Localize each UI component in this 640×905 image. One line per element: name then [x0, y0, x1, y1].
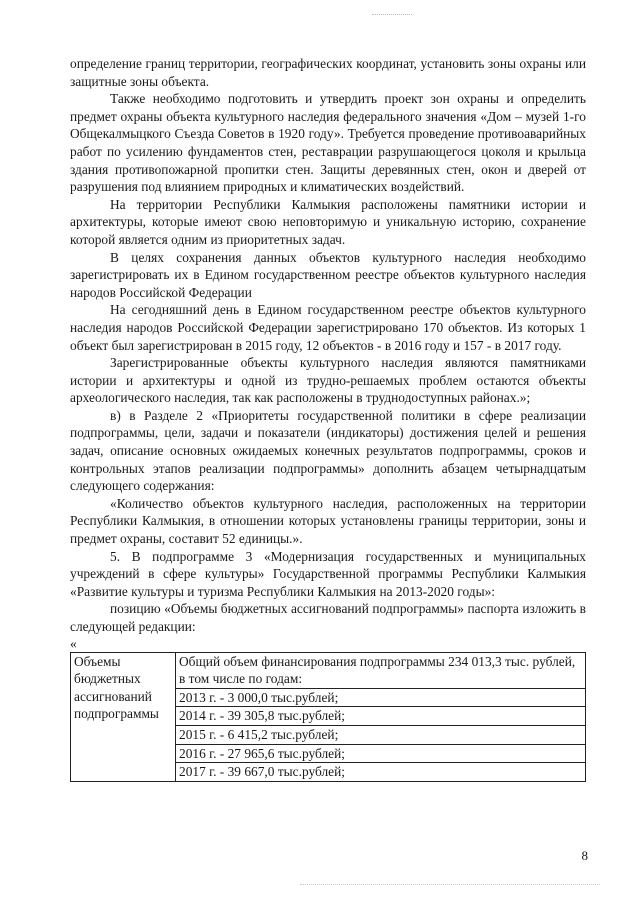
scan-artifact-top — [372, 14, 412, 21]
table-line: 2016 г. - 27 965,6 тыс.рублей; — [176, 744, 585, 763]
paragraph-9: 5. В подпрограмме 3 «Модернизация государственных и муниципальных учреждений в сфере культуры» Государственной программы Республики Калмыкия «Развитие культуры и туризма Республики Калмыкия на 2013-2020 годы»: — [70, 548, 586, 599]
quote-open-mark: « — [70, 635, 77, 651]
table-label-cell: Объемы бюджетных ассигнований подпрограммы — [71, 652, 176, 781]
paragraph-6: Зарегистрированные объекты культурного наследия являются памятниками истории и архитектуры и одной из трудно-решаемых проблем остаются объекты археологического наследия, так как расположены в труднодоступных районах.»; — [70, 355, 586, 406]
table-value-cell — [176, 652, 586, 781]
table-line: 2013 г. - 3 000,0 тыс.рублей; — [176, 688, 585, 707]
table-line: 2015 г. - 6 415,2 тыс.рублей; — [176, 725, 585, 744]
scan-artifact-bottom — [300, 884, 600, 889]
table-line: Общий объем финансирования подпрограммы 234 013,3 тыс. рублей, в том числе по годам: — [179, 653, 576, 687]
paragraph-4: В целях сохранения данных объектов культурного наследия необходимо зарегистрировать их в Едином государственном реестре объектов культурного наследия народов Российской Федерации — [70, 249, 586, 300]
page-number: 8 — [581, 848, 588, 863]
financing-table — [70, 652, 586, 782]
paragraph-3: На территории Республики Калмыкия расположены памятники истории и архитектуры, которые имеют свою неповторимую и уникальную историю, сохранение которой является одним из приоритетных задач. — [70, 196, 586, 247]
table-line: 2014 г. - 39 305,8 тыс.рублей; — [176, 706, 585, 725]
paragraph-10: позицию «Объемы бюджетных ассигнований подпрограммы» паспорта изложить в следующей редакции: — [70, 601, 586, 634]
paragraph-2: Также необходимо подготовить и утвердить проект зон охраны и определить предмет охраны объекта культурного наследия федерального значения «Дом – музей 1-го Общекалмыцкого Съезда Советов в 1920 году». Требуется проведение противоаварийных работ по усилению фундаментов стен, реставрации разрушающегося цоколя и крыльца здания противопожарной пропитки стен. Защиты деревянных стен, окон и дверей от разрушения под влиянием природных и климатических воздействий. — [70, 91, 586, 195]
paragraph-8: «Количество объектов культурного наследия, расположенных на территории Республики Калмыкия, в отношении которых установлены границы территории, зоны и предмет охраны, составит 52 единицы.». — [70, 495, 586, 547]
paragraph-7: в) в Разделе 2 «Приоритеты государственной политики в сфере реализации подпрограммы, цели, задачи и показатели (индикаторы) достижения целей и решения задач, описание основных ожидаемых конечных результатов подпрограммы, сроков и контрольных этапов реализации подпрограммы» дополнить абзацем четырнадцатым следующего содержания: — [70, 407, 586, 494]
document-body — [70, 55, 586, 782]
table-line: 2017 г. - 39 667,0 тыс.рублей; — [176, 762, 585, 781]
paragraph-5: На сегодняшний день в Едином государственном реестре объектов культурного наследия народов Российской Федерации зарегистрировано 170 объектов. Из которых 1 объект был зарегистрирован в 2015 году, 12 объектов - в 2016 году и 157 - в 2017 году. — [70, 302, 586, 353]
table-row — [71, 652, 586, 781]
paragraph-1: определение границ территории, географических координат, установить зоны охраны или защитные зоны объекта. — [70, 56, 586, 89]
